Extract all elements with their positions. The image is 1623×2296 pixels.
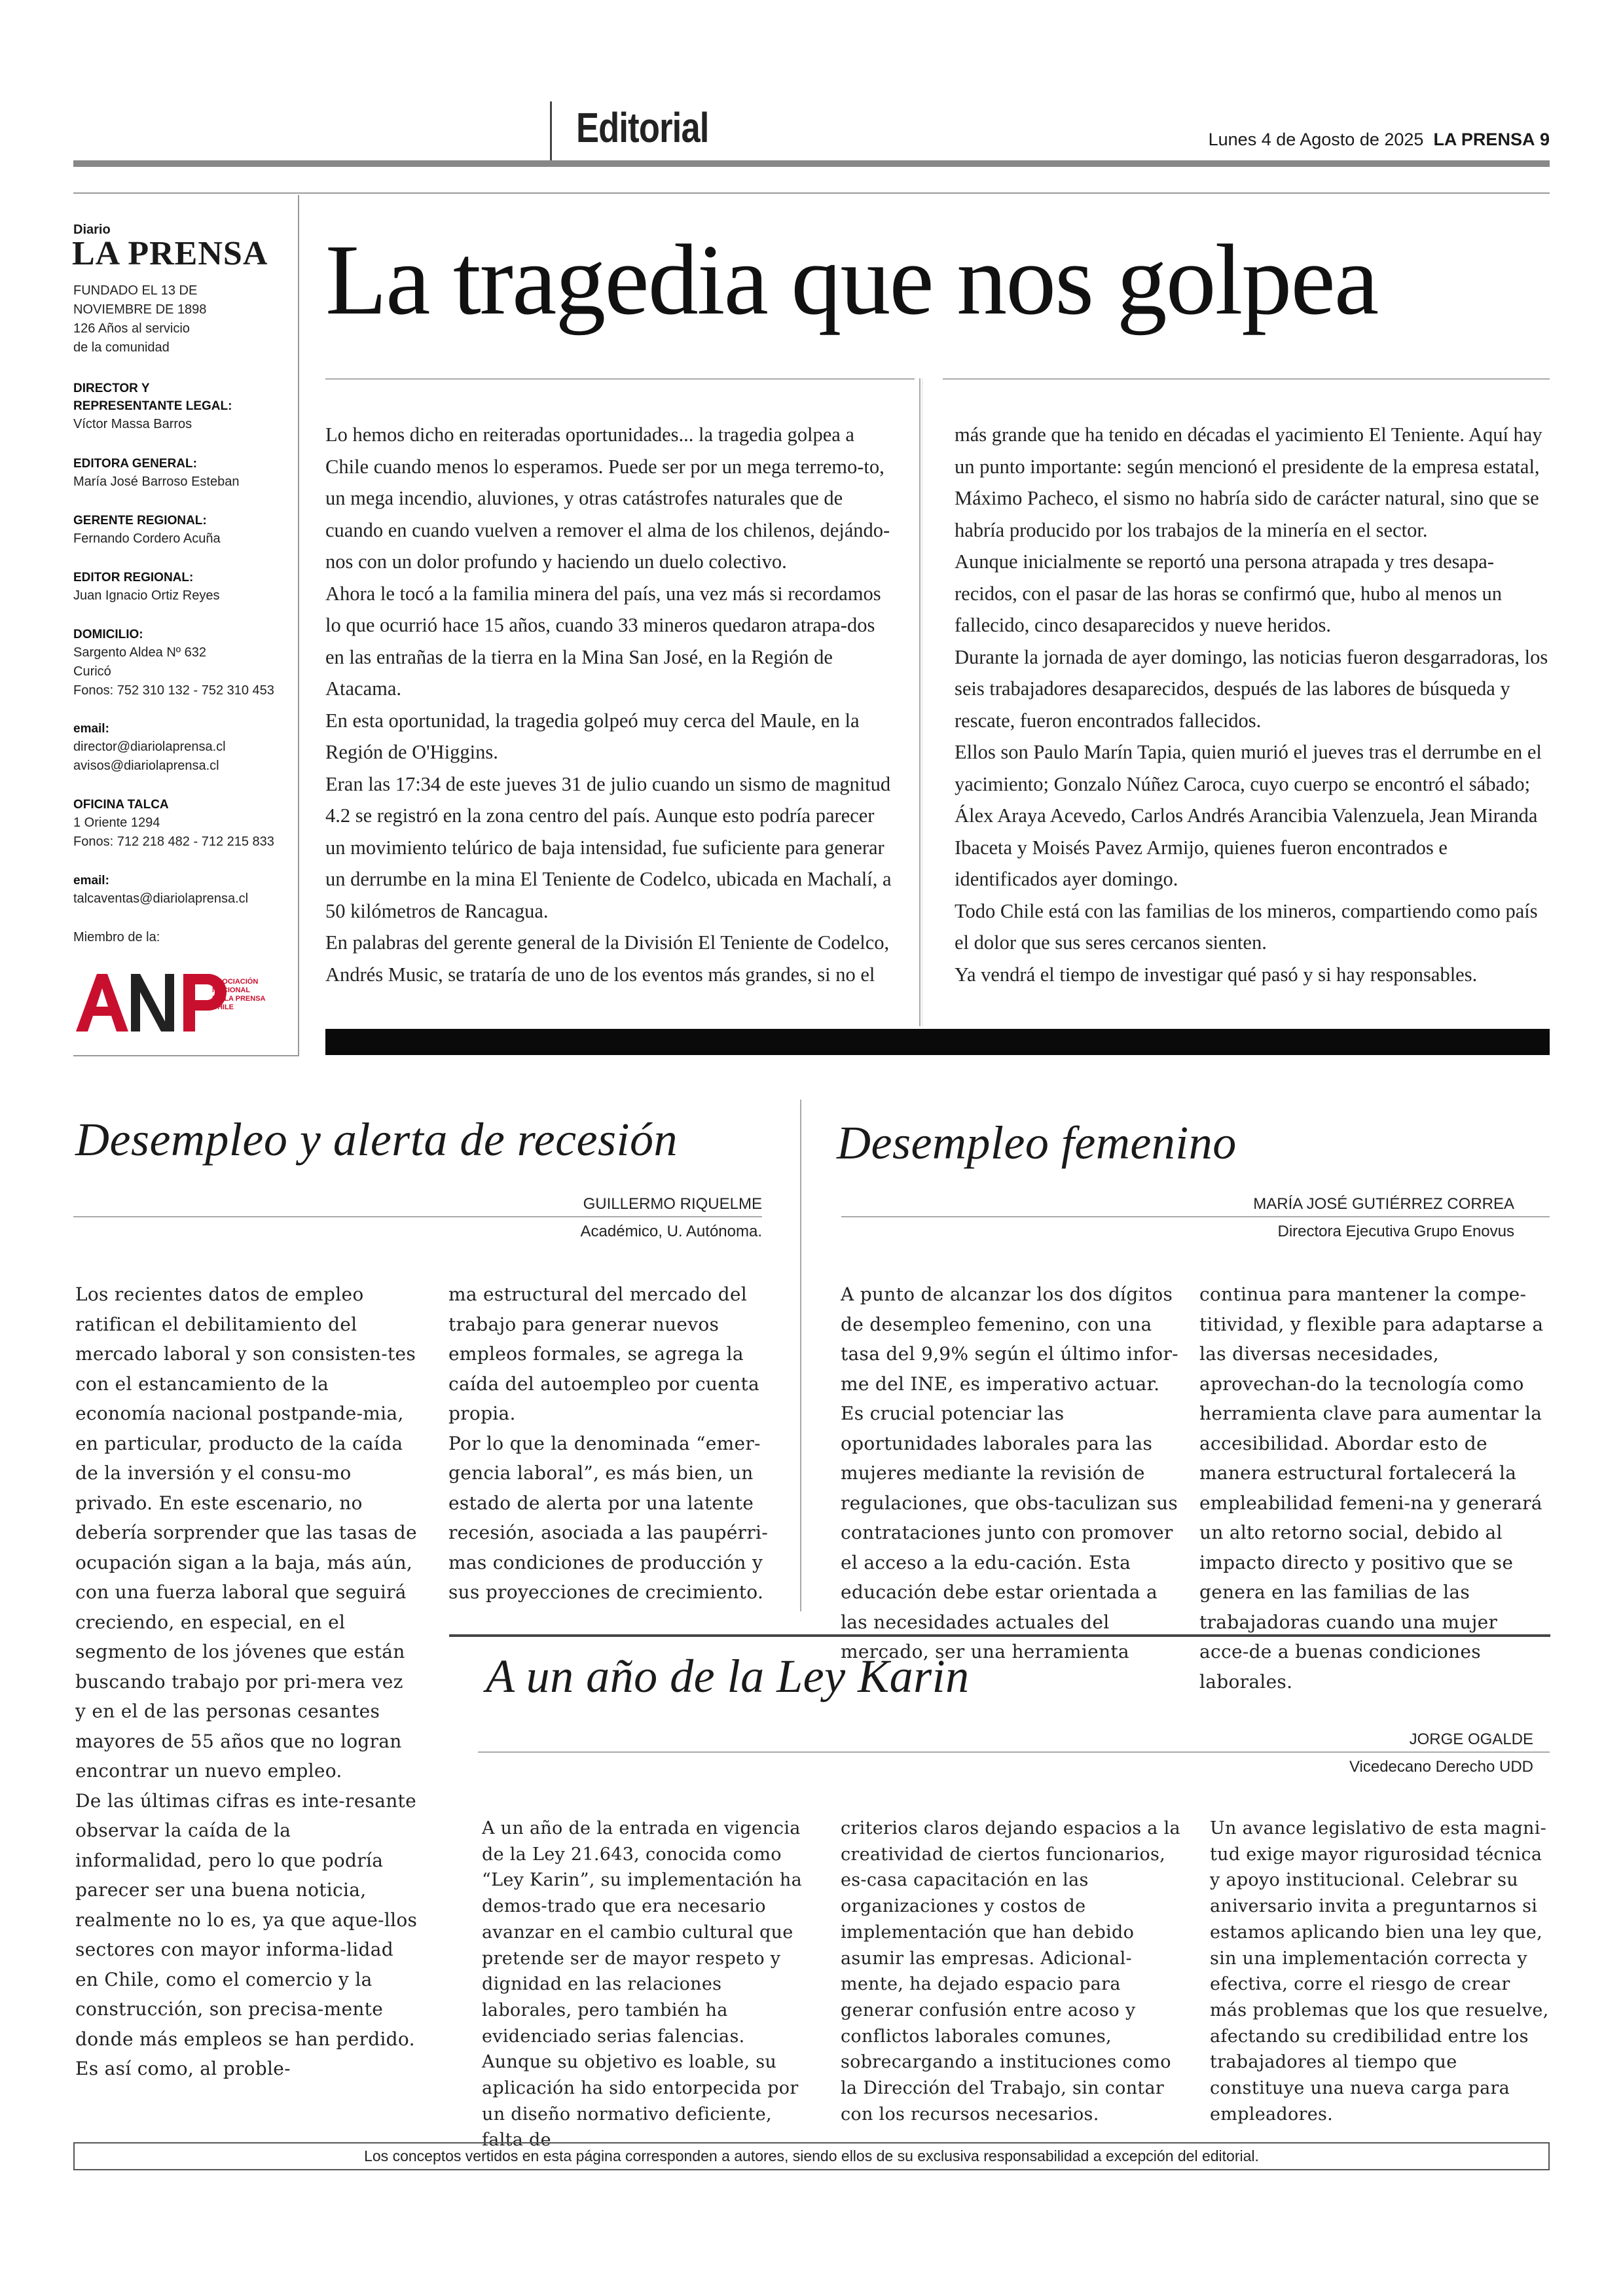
paragraph: Ahora le tocó a la familia minera del país, una vez más si recordamos lo que ocurrió hace 15 años, cuando 33 mineros quedaron atrapa-dos en las entrañas de la tierra en la Mina San José, en la Región de Atacama. [325,582,881,700]
staff-name: Fernando Cordero Acuña [73,531,221,546]
founded-line: 126 Años al servicio [73,321,190,336]
logo-caption: ASOCIACIÓN NACIONAL DE LA PRENSA CHILE [212,978,266,1011]
address-line: Sargento Aldea Nº 632 [73,645,207,660]
paragraph: Los recientes datos de empleo ratifican el debilitamiento del mercado laboral y son consisten-tes con el estancamiento de la economía nacional postpande-mia, en particular, producto de la caída de la inversión y el consu-mo privado. En este escenario, no debería sorprender que las tasas de ocupación sigan a la baja, más aún, con una fuerza laboral que seguirá creciendo, en especial, en el segmento de los jóvenes que están buscando trabajo por pri-mera vez y en el de las personas cesantes mayores de 55 años que no logran encontrar un nuevo empleo. [75,1283,417,1782]
phone-line: Fonos: 752 310 132 - 752 310 453 [73,683,274,698]
column-author-role: Académico, U. Autónoma. [580,1223,762,1240]
section-title: Editorial [576,104,709,151]
column-body-2 [448,1280,792,1607]
column-body-3 [1210,1816,1550,2127]
paragraph: Ya vendrá el tiempo de investigar qué pasó y si hay responsables. [955,963,1478,986]
founded-line: NOVIEMBRE DE 1898 [73,302,207,317]
staff-label: DIRECTOR Y [73,382,150,395]
header-rule [73,160,1550,167]
paragraph: criterios claros dejando espacios a la creatividad de ciertos funcionarios, es-casa capacitación en las organizaciones y costos de implementación que han debido asumir las empresas. Adicional-mente, ha dejado espacio para generar confusión entre acoso y conflictos laborales comunes, sobrecargando a instituciones como la Dirección del Trabajo, sin contar con los recursos necesarios. [841,1818,1180,2125]
column-author: JORGE OGALDE [1409,1731,1533,1748]
staff-label: email: [73,874,109,888]
paragraph: De las últimas cifras es inte-resante observar la caída de la informalidad, pero lo que podría parecer ser una buena noticia, realmente no lo es, ya que aque-llos sectores con mayor informa-lidad en Chile, como el comercio y la construcción, son precisa-mente donde más empleos se han perdido. Es así como, al proble- [75,1789,418,2079]
staff-director [73,380,289,434]
anp-logo [73,969,289,1041]
founded-block [73,281,289,357]
column-divider [800,1100,801,1611]
staff-editora [73,455,289,492]
address-line: 1 Oriente 1294 [73,816,160,830]
paragraph: En palabras del gerente general de la División El Teniente de Codelco, Andrés Music, se trataría de uno de los eventos más grandes, si no el [325,931,890,986]
paragraph: Todo Chile está con las familias de los mineros, compartiendo como país el dolor que sus seres cercanos sienten. [955,899,1538,954]
paragraph: A un año de la entrada en vigencia de la Ley 21.643, conocida como “Ley Karin”, su implementación ha demos-trado que era necesario avanzar en el cambio cultural que pretende ser de mayor respeto y dignidad en las relaciones laborales, pero también ha evidenciado serias falencias. [482,1818,802,2047]
founded-line: FUNDADO EL 13 DE [73,283,198,298]
address-block [73,626,289,700]
paragraph: continua para mantener la compe-titividad, y flexible para adaptarse a las diversas necesidades, aprovechan-do la tecnología como herramienta clave para aumentar la accesibilidad. Abordar esto de manera estructural fortalecerá la empleabilidad femeni-na y generará un alto retorno social, debido al impacto directo y positivo que se genera en las familias de las trabajadoras cuando una mujer acce-de a buenas condiciones laborales. [1199,1283,1544,1693]
column-body-1 [482,1816,816,2153]
staff-name: Juan Ignacio Ortiz Reyes [73,588,220,603]
paragraph: Durante la jornada de ayer domingo, las noticias fueron desgarradoras, los seis trabajadores desaparecidos, después de las labores de búsqueda y rescate, fueron encontrados fallecidos. [955,645,1548,732]
staff-label: email: [73,722,109,736]
staff-label: EDITORA GENERAL: [73,457,197,471]
header-divider [550,101,552,160]
staff-label: OFICINA TALCA [73,798,169,812]
column-author: GUILLERMO RIQUELME [583,1195,762,1213]
masthead: LA PRENSA [72,235,268,272]
column-body-1 [75,1280,419,2084]
masthead-prefix: Diario [73,223,111,237]
column-title: Desempleo y alerta de recesión [75,1113,678,1166]
staff-label: EDITOR REGIONAL: [73,571,194,584]
paragraph: ma estructural del mercado del trabajo para generar nuevos empleos formales, se agrega la caída del autoempleo por cuenta propia. [448,1283,759,1424]
staff-label: GERENTE REGIONAL: [73,514,207,528]
paragraph: Eran las 17:34 de este jueves 31 de julio cuando un sismo de magnitud 4.2 se registró en la zona centro del país. Aunque esto podría parecer un movimiento telúrico de baja intensidad, fue suficiente para generar un derrumbe en la mina El Teniente de Codelco, ubicada en Machalí, a 50 kilómetros de Rancagua. [325,772,892,922]
column-title: Desempleo femenino [837,1117,1237,1169]
issue-date: Lunes 4 de Agosto de 2025 [1208,130,1424,149]
paragraph: Un avance legislativo de esta magni-tud exige mayor rigurosidad técnica y apoyo institucional. Celebrar su aniversario invita a preguntarnos si estamos aplicando bien una ley que, sin una implementación correcta y efectiva, corre el riesgo de crear más problemas que los que resuelve, afectando su credibilidad entre los trabajadores al tiempo que constituye una nueva carga para empleadores. [1210,1818,1549,2125]
column-author-role: Directora Ejecutiva Grupo Enovus [1277,1223,1514,1240]
paragraph: A punto de alcanzar los dos dígitos de desempleo femenino, con una tasa del 9,9% según el último infor-me del INE, es imperativo actuar. Es crucial potenciar las oportunidades laborales para las mujeres mediante la revisión de regulaciones, que obs-taculizan sus contrataciones junto con promover el acceso a la edu-cación. Esta educación debe estar orientada a las necesidades actuales del mercado, ser una herramienta [841,1283,1178,1662]
staff-label: REPRESENTANTE LEGAL: [73,399,232,413]
paper-name: LA PRENSA [1433,130,1535,149]
founded-line: de la comunidad [73,340,170,355]
email-link[interactable]: talcaventas@diariolaprensa.cl [73,891,249,906]
disclaimer-text: Los conceptos vertidos en esta página corresponden a autores, siendo ellos de su exclusiva responsabilidad a excepción del editorial. [364,2147,1259,2164]
page-number: 9 [1539,130,1550,149]
editorial-rule [943,378,1550,380]
paragraph: Ellos son Paulo Marín Tapia, quien murió el jueves tras el derrumbe en el yacimiento; Gonzalo Núñez Caroca, cuyo cuerpo se encontró el sábado; Álex Araya Acevedo, Carlos Andrés Arancibia Valenzuela, Jean Miranda Ibaceta y Moisés Pavez Armijo, quienes fueron encontrados e identificados ayer domingo. [955,741,1542,890]
editorial-column-right [955,419,1550,990]
column-divider [919,378,921,1026]
paragraph: más grande que ha tenido en décadas el yacimiento El Teniente. Aquí hay un punto importante: según mencionó el presidente de la empresa estatal, Máximo Pacheco, el sismo no habría sido de carácter natural, sino que se habría producido por los trabajos de la minería en el sector. [955,423,1542,541]
editorial-bottom-bar [325,1029,1550,1055]
column-body-2 [841,1816,1188,2127]
email-block [73,720,289,776]
talca-email-block [73,872,289,908]
staff-label: DOMICILIO: [73,628,143,641]
staff-gerente [73,512,289,548]
phone-line: Fonos: 712 218 482 - 712 215 833 [73,834,274,849]
paragraph: Aunque inicialmente se reportó una persona atrapada y tres desapa-recidos, con el pasar de las horas se confirmó que, hubo al menos un fallecido, cinco desaparecidos y nueve heridos. [955,550,1502,636]
address-line: Curicó [73,664,111,679]
editorial-column-left [325,419,895,990]
paragraph: Aunque su objetivo es loable, su aplicación ha sido entorpecida por un diseño normativo deficiente, falta de [482,2052,799,2151]
paragraph: En esta oportunidad, la tragedia golpeó muy cerca del Maule, en la Región de O'Higgins. [325,709,860,763]
editorial-headline: La tragedia que nos golpea [325,224,1378,336]
staff-name: Víctor Massa Barros [73,417,192,431]
email-link[interactable]: avisos@diariolaprensa.cl [73,759,219,773]
paragraph: Por lo que la denominada “emer-gencia laboral”, es más bien, un estado de alerta por una latente recesión, asociada a las paupérri-mas condiciones de producción y sus proyecciones de crecimiento. [448,1432,769,1603]
editorial-rule [325,378,915,380]
column-body-1 [841,1280,1184,1667]
staff-editor [73,569,289,605]
staff-name: María José Barroso Esteban [73,475,240,489]
column-title: A un año de la Ley Karin [486,1650,970,1702]
member-label: Miembro de la: [73,930,160,944]
email-link[interactable]: director@diariolaprensa.cl [73,740,226,754]
date-line [1209,130,1550,150]
paragraph: Lo hemos dicho en reiteradas oportunidades... la tragedia golpea a Chile cuando menos lo esperamos. Puede ser por un mega terremo-to, un mega incendio, aluviones, y otras catástrofes naturales que de cuando en cuando vuelven a remover el alma de los chilenos, dejándo-nos con un dolor profundo y haciendo un duelo colectivo. [325,423,890,573]
talca-block [73,796,289,852]
section-rule [449,1634,1550,1637]
column-author: MARÍA JOSÉ GUTIÉRREZ CORREA [1253,1195,1514,1213]
header-thin-rule [73,192,1550,194]
column-author-role: Vicedecano Derecho UDD [1349,1758,1533,1776]
